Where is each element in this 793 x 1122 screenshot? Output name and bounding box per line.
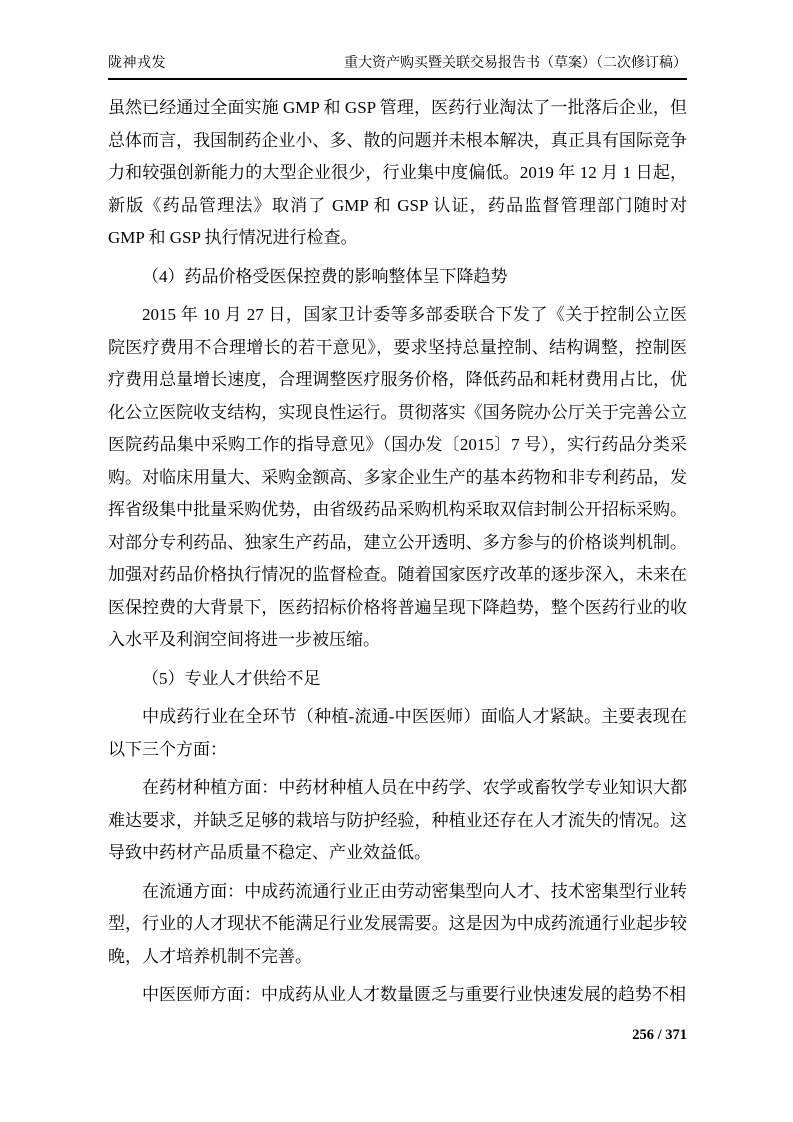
- body-paragraph: 在药材种植方面：中药材种植人员在中药学、农学或畜牧学专业知识大都难达要求，并缺乏足够的栽培与防护经验，种植业还存在人才流失的情况。这导致中药材产品质量不稳定、产业效益低。: [108, 778, 687, 862]
- header-right-title: 重大资产购买暨关联交易报告书（草案）（二次修订稿）: [344, 56, 687, 71]
- body-paragraph: 虽然已经通过全面实施 GMP 和 GSP 管理，医药行业淘汰了一批落后企业，但总体而言，我国制药企业小、多、散的问题并未根本解决，真正具有国际竞争力和较强创新能力的大型企业很少，行业集中度偏低。2019 年 12 月 1 日起，新版《药品管理法》取消了 GMP 和 GSP 认证，药品监督管理部门随时对 GMP 和 GSP 执行情况进行检查。: [108, 98, 687, 247]
- page-footer: [632, 1026, 687, 1044]
- body-paragraph: 中医医师方面：中成药从业人才数量匮乏与重要行业快速发展的趋势不相: [142, 985, 686, 1004]
- page-header: [108, 56, 687, 80]
- body-paragraph: 中成药行业在全环节（种植-流通-中医医师）面临人才紧缺。主要表现在以下三个方面：: [108, 707, 687, 759]
- document-body: [108, 92, 687, 1018]
- section-heading: （5）专业人才供给不足: [142, 668, 321, 688]
- section-heading: （4）药品价格受医保控费的影响整体呈下降趋势: [142, 266, 508, 286]
- header-left-title: 陇神戎发: [108, 56, 166, 71]
- body-paragraph: 2015 年 10 月 27 日，国家卫计委等多部委联合下发了《关于控制公立医院医疗费用不合理增长的若干意见》，要求坚持总量控制、结构调整，控制医疗费用总量增长速度，合理调整医疗服务价格，降低药品和耗材费用占比，优化公立医院收支结构，实现良性运行。贯彻落实《国务院办公厅关于完善公立医院药品集中采购工作的指导意见》（国办发〔2015〕7 号），实行药品分类采购。对临床用量大、采购金额高、多家企业生产的基本药物和非专利药品，发挥省级集中批量采购优势，由省级药品采购机构采取双信封制公开招标采购。对部分专利药品、独家生产药品，建立公开透明、多方参与的价格谈判机制。加强对药品价格执行情况的监督检查。随着国家医疗改革的逐步深入，未来在医保控费的大背景下，医药招标价格将普遍呈现下降趋势，整个医药行业的收入水平及利润空间将进一步被压缩。: [108, 305, 687, 649]
- page-number: 256 / 371: [632, 1027, 687, 1043]
- body-paragraph: 在流通方面：中成药流通行业正由劳动密集型向人才、技术密集型行业转型，行业的人才现状不能满足行业发展需要。这是因为中成药流通行业起步较晚，人才培养机制不完善。: [108, 881, 687, 966]
